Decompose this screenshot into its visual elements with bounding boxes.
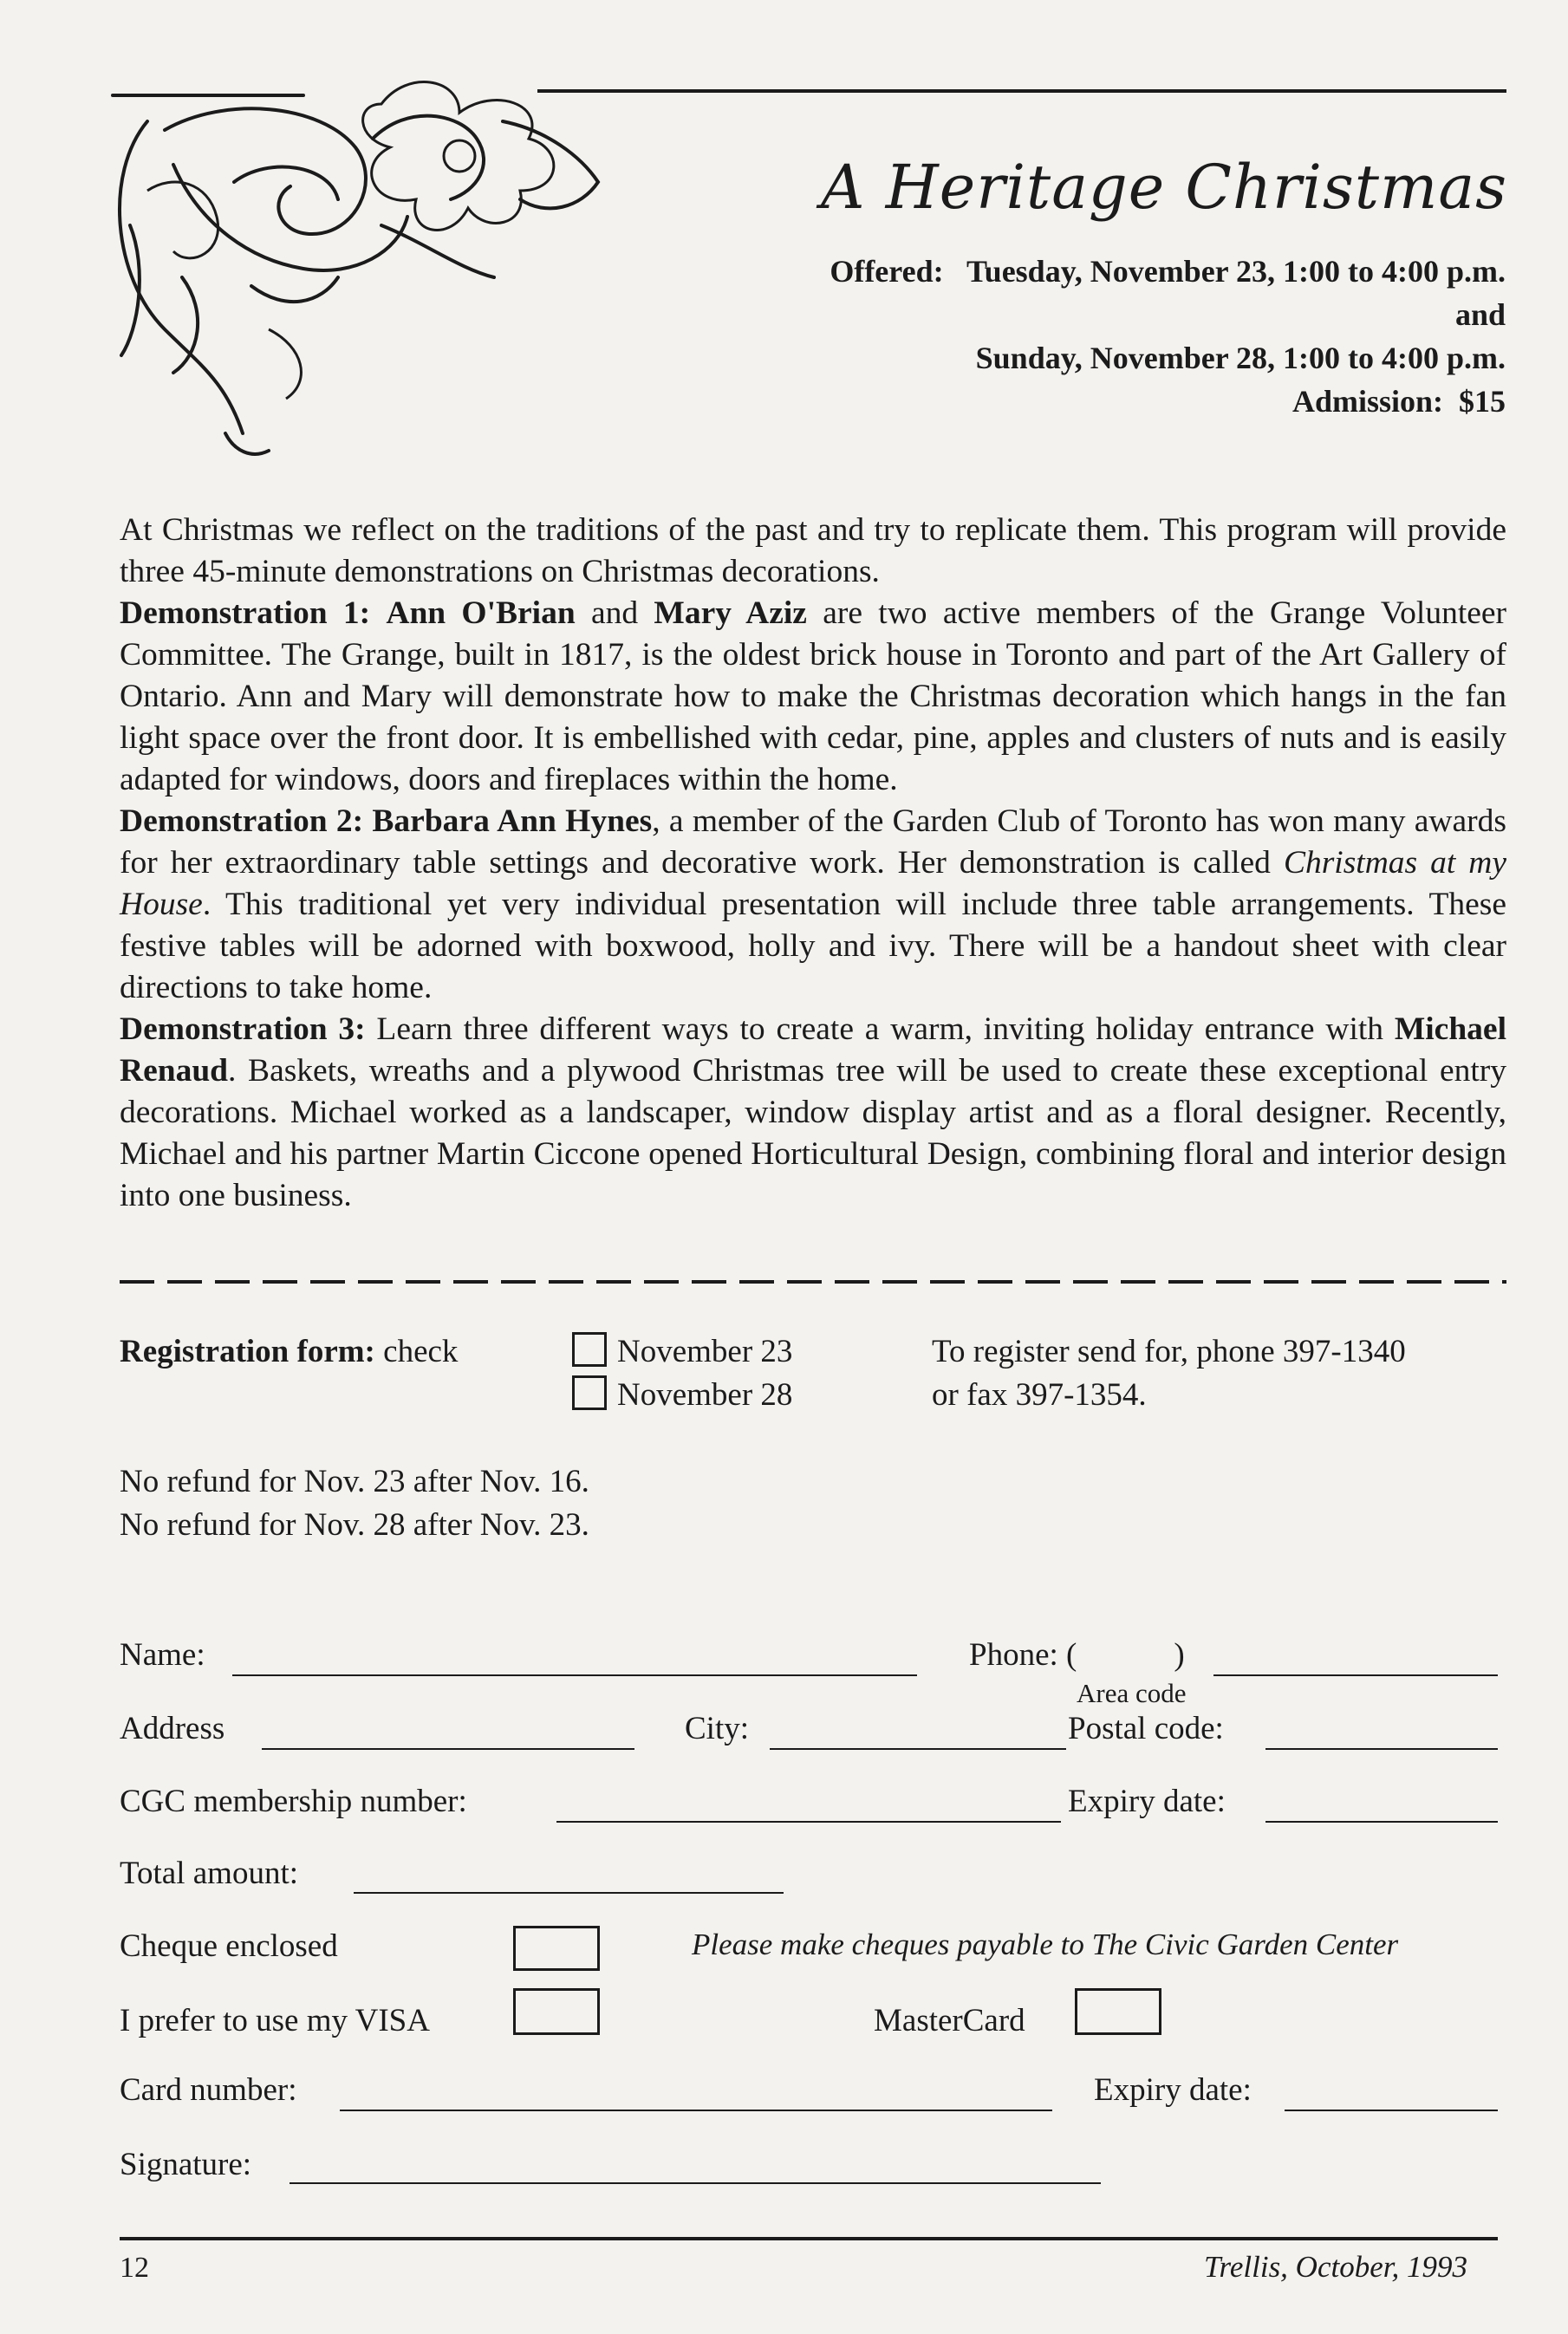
mastercard-checkbox[interactable] bbox=[1075, 1988, 1161, 2035]
page-title: A Heritage Christmas bbox=[820, 152, 1507, 223]
demo-1-text: are two active members of the Grange Volunteer Committee. The Grange, built in 1817, is the oldest brick house in Toronto and part of the Art Gallery of Ontario. Ann and Mary will demonstrate how to make the Christmas decoration which hangs in the fan light space over the front door. It is embellished with cedar, pine, apples and clusters of nuts and is easily adapted for windows, doors and fireplaces within the home. bbox=[120, 595, 1507, 797]
city-field[interactable] bbox=[770, 1748, 1066, 1750]
demo-2-title: Christmas at my House bbox=[120, 845, 1507, 922]
november-23-checkbox[interactable] bbox=[572, 1332, 607, 1367]
city-label: City: bbox=[685, 1711, 750, 1746]
admission-line bbox=[1292, 383, 1506, 419]
demo-2-text-1: , a member of the Garden Club of Toronto has won many awards for her extraordinary table settings and decorative work. Her demonstration is called bbox=[120, 803, 1506, 881]
registration-form-label: Registration form: bbox=[120, 1334, 375, 1369]
total-amount-field[interactable] bbox=[354, 1892, 784, 1894]
card-number-field[interactable] bbox=[340, 2110, 1052, 2111]
admission-value: $15 bbox=[1459, 384, 1506, 419]
signature-label: Signature: bbox=[120, 2147, 252, 2182]
demo-3-label: Demonstration 3: bbox=[120, 1011, 366, 1047]
refund-note-1: No refund for Nov. 23 after Nov. 16. bbox=[120, 1464, 589, 1499]
demo-2-name: Barbara Ann Hynes bbox=[372, 803, 653, 839]
visa-label: I prefer to use my VISA bbox=[120, 2003, 430, 2038]
option-november-28: November 28 bbox=[617, 1377, 793, 1413]
visa-checkbox[interactable] bbox=[513, 1988, 600, 2035]
phone-close-paren: ) bbox=[1174, 1637, 1185, 1673]
demo-3-paragraph bbox=[120, 1009, 1506, 1217]
demo-1-name-1: Ann O'Brian bbox=[386, 595, 576, 631]
registration-label bbox=[120, 1333, 458, 1370]
demo-1-and: and bbox=[590, 595, 639, 631]
demo-3-name: Michael Renaud bbox=[120, 1011, 1506, 1089]
demo-2-label: Demonstration 2: bbox=[120, 803, 364, 839]
card-number-label: Card number: bbox=[120, 2072, 297, 2108]
signature-field[interactable] bbox=[290, 2182, 1101, 2184]
offered-label: Offered: bbox=[830, 254, 944, 289]
refund-note-2: No refund for Nov. 28 after Nov. 23. bbox=[120, 1507, 589, 1543]
address-field[interactable] bbox=[262, 1748, 634, 1750]
name-label: Name: bbox=[120, 1637, 205, 1673]
demo-2-paragraph bbox=[120, 801, 1506, 1009]
page-number: 12 bbox=[120, 2252, 149, 2284]
publication-credit: Trellis, October, 1993 bbox=[1204, 2250, 1467, 2284]
register-info-2: or fax 397-1354. bbox=[932, 1377, 1147, 1413]
bottom-rule bbox=[120, 2237, 1498, 2240]
membership-field[interactable] bbox=[556, 1821, 1061, 1823]
postal-code-label: Postal code: bbox=[1068, 1711, 1224, 1746]
expiry-label-1: Expiry date: bbox=[1068, 1784, 1226, 1819]
phone-label bbox=[969, 1636, 1185, 1674]
article-body bbox=[120, 510, 1506, 1217]
schedule-and: and bbox=[1454, 297, 1506, 332]
top-rule bbox=[537, 89, 1506, 93]
demo-1-name-2: Mary Aziz bbox=[654, 595, 807, 631]
demo-1-label: Demonstration 1: bbox=[120, 595, 371, 631]
cut-line bbox=[120, 1280, 1506, 1284]
demo-3-text-2: . Baskets, wreaths and a plywood Christmas tree will be used to create these exceptional entry decorations. Michael worked as a landscaper, window display artist and as a floral designer. Recently, Michael and his partner Martin Ciccone opened Horticultural Design, combining floral and interior design into one business. bbox=[120, 1053, 1506, 1213]
demo-3-text-1: Learn three different ways to create a warm, inviting holiday entrance with bbox=[376, 1011, 1384, 1047]
area-code-label: Area code bbox=[1077, 1678, 1187, 1708]
mastercard-label: MasterCard bbox=[874, 2003, 1025, 2038]
demo-1-paragraph bbox=[120, 593, 1506, 801]
name-field[interactable] bbox=[232, 1674, 917, 1676]
admission-label: Admission: bbox=[1291, 384, 1443, 419]
cheque-label: Cheque enclosed bbox=[120, 1928, 338, 1964]
cheque-note: Please make cheques payable to The Civic Garden Center bbox=[692, 1928, 1399, 1961]
phone-label-text: Phone: ( bbox=[969, 1637, 1077, 1673]
phone-field[interactable] bbox=[1213, 1674, 1498, 1676]
option-november-23: November 23 bbox=[617, 1334, 793, 1369]
floral-ornament-illustration bbox=[95, 69, 615, 485]
schedule-line-1 bbox=[830, 253, 1506, 289]
cheque-checkbox[interactable] bbox=[513, 1926, 600, 1971]
demo-2-text-2: . This traditional yet very individual presentation will include three table arrangements. These festive tables will be adorned with boxwood, holly and ivy. There will be a handout sheet with clear directions to take home. bbox=[120, 887, 1506, 1005]
expiry-label-2: Expiry date: bbox=[1094, 2072, 1252, 2108]
postal-code-field[interactable] bbox=[1265, 1748, 1498, 1750]
intro-paragraph: At Christmas we reflect on the traditions of the past and try to replicate them. This program will provide three 45-minute demonstrations on Christmas decorations. bbox=[120, 512, 1506, 589]
expiry-field-2[interactable] bbox=[1285, 2110, 1498, 2111]
expiry-field-1[interactable] bbox=[1265, 1821, 1498, 1823]
address-label: Address bbox=[120, 1711, 225, 1746]
total-amount-label: Total amount: bbox=[120, 1856, 299, 1891]
check-label: check bbox=[383, 1334, 459, 1369]
membership-label: CGC membership number: bbox=[120, 1784, 467, 1819]
register-info-1: To register send for, phone 397-1340 bbox=[932, 1334, 1406, 1369]
november-28-checkbox[interactable] bbox=[572, 1375, 607, 1410]
date-2: Sunday, November 28, 1:00 to 4:00 p.m. bbox=[975, 341, 1506, 375]
date-1: Tuesday, November 23, 1:00 to 4:00 p.m. bbox=[966, 254, 1506, 289]
